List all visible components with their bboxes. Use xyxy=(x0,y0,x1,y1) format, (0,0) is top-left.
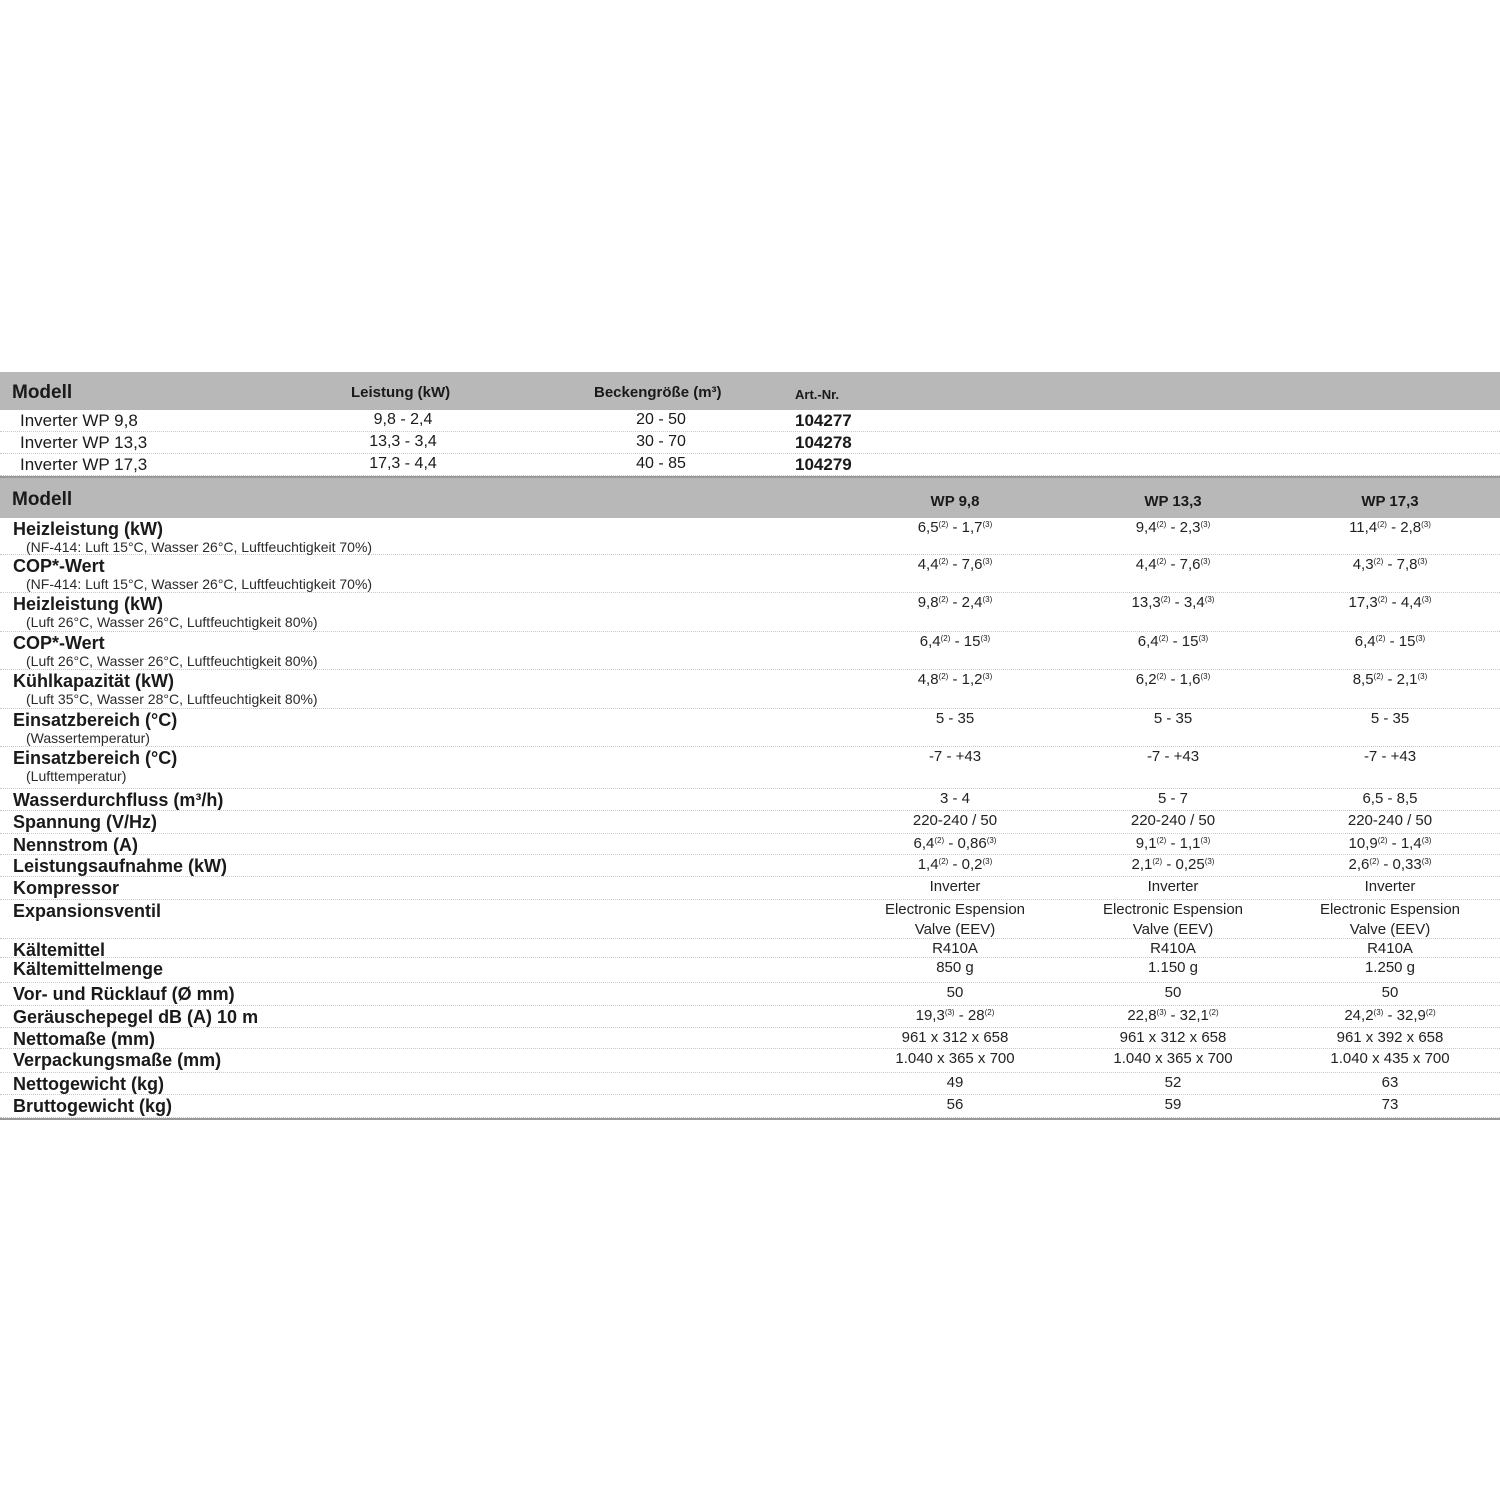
leistung-value: 9,8 - 2,4 xyxy=(373,411,433,428)
models-table xyxy=(0,372,1500,478)
row-title: Nennstrom (A) xyxy=(13,835,138,855)
table-row xyxy=(0,877,1500,900)
row-condition: (NF-414: Luft 15°C, Wasser 26°C, Luftfeuchtigkeit 70%) xyxy=(26,576,373,592)
row-condition: (NF-414: Luft 15°C, Wasser 26°C, Luftfeuchtigkeit 70%) xyxy=(26,539,373,555)
artnr-value: 104279 xyxy=(795,455,852,474)
cell-value: 2,6$^{(2)}$ - 0,33$^{(3)}$ xyxy=(1348,856,1432,873)
cell-value: 6,4$^{(2)}$ - 15$^{(3)}$ xyxy=(919,633,991,650)
specs-table xyxy=(0,478,1500,1120)
divider xyxy=(0,1118,1500,1120)
cell-value: 73 xyxy=(1381,1096,1399,1113)
row-label xyxy=(13,835,138,855)
beckengroesse-value: 40 - 85 xyxy=(636,455,686,472)
table-row xyxy=(0,834,1500,855)
cell-value: 850 g xyxy=(936,959,974,976)
table-row xyxy=(0,747,1500,789)
header-leistung: Leistung (kW) xyxy=(351,384,451,401)
cell-value: R410A xyxy=(932,940,978,957)
cell-value: 59 xyxy=(1164,1096,1182,1113)
table-row xyxy=(0,1095,1500,1118)
row-title: Heizleistung (kW) xyxy=(13,519,164,539)
row-title: Bruttogewicht (kg) xyxy=(13,1096,172,1116)
cell-value: 2,1$^{(2)}$ - 0,25$^{(3)}$ xyxy=(1131,856,1215,873)
row-title: Kältemittelmenge xyxy=(13,959,164,979)
table-row xyxy=(0,939,1500,958)
cell-value: 17,3$^{(2)}$ - 4,4$^{(3)}$ xyxy=(1348,594,1432,611)
row-condition: (Wassertemperatur) xyxy=(26,730,150,746)
cell-value: Inverter xyxy=(1147,878,1199,895)
artnr-value: 104278 xyxy=(795,433,852,452)
artnr-value: 104277 xyxy=(795,411,852,430)
cell-value: 6,4$^{(2)}$ - 0,86$^{(3)}$ xyxy=(913,835,997,852)
leistung-value: 17,3 - 4,4 xyxy=(369,455,437,472)
cell-value: R410A xyxy=(1367,940,1413,957)
leistung-value: 13,3 - 3,4 xyxy=(369,433,437,450)
cell-value: 63 xyxy=(1381,1074,1399,1091)
cell-value: 50 xyxy=(946,984,964,1001)
cell-value: 52 xyxy=(1164,1074,1182,1091)
cell-value: -7 - +43 xyxy=(1146,748,1200,765)
models-table-body xyxy=(0,410,1500,476)
row-label xyxy=(13,790,223,810)
table-row xyxy=(0,1028,1500,1049)
cell-value: Electronic Espension Valve (EEV) xyxy=(884,901,1026,938)
row-title: Kompressor xyxy=(13,878,120,898)
cell-value: 5 - 7 xyxy=(1157,790,1188,807)
cell-value: 961 x 312 x 658 xyxy=(901,1029,1009,1046)
cell-value: 220-240 / 50 xyxy=(1347,812,1433,829)
cell-value: 9,1$^{(2)}$ - 1,1$^{(3)}$ xyxy=(1135,835,1211,852)
table-row xyxy=(0,454,1500,476)
cell-value: 4,3$^{(2)}$ - 7,8$^{(3)}$ xyxy=(1352,556,1428,573)
cell-value: -7 - +43 xyxy=(1363,748,1417,765)
row-title: Einsatzbereich (°C) xyxy=(13,710,178,730)
row-label xyxy=(13,940,105,960)
cell-value: 1.040 x 435 x 700 xyxy=(1330,1050,1450,1067)
row-label xyxy=(13,1096,172,1116)
row-label xyxy=(13,748,177,784)
table-row xyxy=(0,593,1500,632)
row-label xyxy=(13,633,318,669)
cell-value: Inverter xyxy=(1364,878,1416,895)
table-row xyxy=(0,1006,1500,1028)
cell-value: R410A xyxy=(1150,940,1196,957)
row-label xyxy=(13,556,372,592)
cell-value: 8,5$^{(2)}$ - 2,1$^{(3)}$ xyxy=(1352,671,1428,688)
cell-value: 3 - 4 xyxy=(939,790,970,807)
cell-value: 11,4$^{(2)}$ - 2,8$^{(3)}$ xyxy=(1349,519,1431,536)
cell-value: Inverter xyxy=(929,878,981,895)
table-row xyxy=(0,518,1500,555)
models-table-header xyxy=(0,372,1500,410)
row-condition: (Luft 26°C, Wasser 26°C, Luftfeuchtigkeit 80%) xyxy=(26,614,318,630)
row-title: Nettogewicht (kg) xyxy=(13,1074,164,1094)
row-label xyxy=(13,1074,164,1094)
table-row xyxy=(0,789,1500,811)
column-header: WP 13,3 xyxy=(1144,493,1202,510)
cell-value: 24,2$^{(3)}$ - 32,9$^{(2)}$ xyxy=(1344,1007,1436,1024)
table-row xyxy=(0,855,1500,877)
row-title: Vor- und Rücklauf (Ø mm) xyxy=(13,984,235,1004)
header-model: Modell xyxy=(12,382,73,403)
header-beckengroesse: Beckengröße (m³) xyxy=(594,384,722,401)
model-name: Inverter WP 9,8 xyxy=(20,411,138,430)
table-row xyxy=(0,1049,1500,1073)
row-title: Nettomaße (mm) xyxy=(13,1029,156,1049)
cell-value: 1.150 g xyxy=(1147,959,1199,976)
specs-table-header xyxy=(0,478,1500,518)
row-condition: (Luft 35°C, Wasser 28°C, Luftfeuchtigkeit 80%) xyxy=(26,691,318,707)
table-row xyxy=(0,900,1500,939)
cell-value: 220-240 / 50 xyxy=(912,812,998,829)
table-row xyxy=(0,983,1500,1006)
row-label xyxy=(13,1007,258,1027)
row-label xyxy=(13,671,318,707)
cell-value: 56 xyxy=(946,1096,964,1113)
cell-value: 22,8$^{(3)}$ - 32,1$^{(2)}$ xyxy=(1127,1007,1219,1024)
model-name: Inverter WP 17,3 xyxy=(20,455,148,474)
cell-value: 13,3$^{(2)}$ - 3,4$^{(3)}$ xyxy=(1131,594,1215,611)
row-title: Expansionsventil xyxy=(13,901,162,921)
cell-value: 10,9$^{(2)}$ - 1,4$^{(3)}$ xyxy=(1348,835,1432,852)
specs-table-body xyxy=(0,518,1500,1118)
cell-value: 1,4$^{(2)}$ - 0,2$^{(3)}$ xyxy=(917,856,993,873)
table-row xyxy=(0,1073,1500,1095)
row-label xyxy=(13,1050,221,1070)
row-title: Einsatzbereich (°C) xyxy=(13,748,178,768)
row-label xyxy=(13,901,161,921)
model-name: Inverter WP 13,3 xyxy=(20,433,148,452)
cell-value: 6,2$^{(2)}$ - 1,6$^{(3)}$ xyxy=(1135,671,1211,688)
table-row xyxy=(0,958,1500,983)
beckengroesse-value: 30 - 70 xyxy=(636,433,686,450)
row-label xyxy=(13,812,157,832)
cell-value: 1.250 g xyxy=(1364,959,1416,976)
row-title: Geräuschepegel dB (A) 10 m xyxy=(13,1007,259,1027)
row-label xyxy=(13,959,163,979)
row-title: COP*-Wert xyxy=(13,633,105,653)
cell-value: 4,4$^{(2)}$ - 7,6$^{(3)}$ xyxy=(1135,556,1211,573)
cell-value: 50 xyxy=(1381,984,1399,1001)
table-row xyxy=(0,632,1500,670)
cell-value: 6,5$^{(2)}$ - 1,7$^{(3)}$ xyxy=(917,519,993,536)
header-model: Modell xyxy=(12,489,73,510)
cell-value: 4,8$^{(2)}$ - 1,2$^{(3)}$ xyxy=(917,671,993,688)
row-title: COP*-Wert xyxy=(13,556,105,576)
table-row xyxy=(0,811,1500,834)
row-condition: (Luft 26°C, Wasser 26°C, Luftfeuchtigkeit 80%) xyxy=(26,653,318,669)
cell-value: 9,8$^{(2)}$ - 2,4$^{(3)}$ xyxy=(917,594,993,611)
beckengroesse-value: 20 - 50 xyxy=(636,411,686,428)
row-label xyxy=(13,1029,155,1049)
row-condition: (Lufttemperatur) xyxy=(26,768,127,784)
row-label xyxy=(13,594,318,630)
table-row xyxy=(0,670,1500,709)
cell-value: 19,3$^{(3)}$ - 28$^{(2)}$ xyxy=(915,1007,995,1024)
cell-value: 49 xyxy=(946,1074,964,1091)
row-label xyxy=(13,519,372,555)
row-title: Heizleistung (kW) xyxy=(13,594,164,614)
cell-value: -7 - +43 xyxy=(928,748,982,765)
cell-value: 5 - 35 xyxy=(1153,710,1193,727)
cell-value: Electronic Espension Valve (EEV) xyxy=(1102,901,1244,938)
cell-value: 50 xyxy=(1164,984,1182,1001)
row-title: Kühlkapazität (kW) xyxy=(13,671,175,691)
cell-value: 1.040 x 365 x 700 xyxy=(1113,1050,1233,1067)
row-label xyxy=(13,984,235,1004)
table-row xyxy=(0,432,1500,454)
row-label xyxy=(13,856,227,876)
row-label xyxy=(13,710,177,746)
cell-value: 6,4$^{(2)}$ - 15$^{(3)}$ xyxy=(1137,633,1209,650)
cell-value: 9,4$^{(2)}$ - 2,3$^{(3)}$ xyxy=(1135,519,1211,536)
row-title: Verpackungsmaße (mm) xyxy=(13,1050,222,1070)
table-row xyxy=(0,709,1500,747)
cell-value: 6,5 - 8,5 xyxy=(1362,790,1418,807)
row-title: Wasserdurchfluss (m³/h) xyxy=(13,790,224,810)
cell-value: 961 x 312 x 658 xyxy=(1119,1029,1227,1046)
row-title: Kältemittel xyxy=(13,940,106,960)
table-row xyxy=(0,410,1500,432)
cell-value: 961 x 392 x 658 xyxy=(1336,1029,1444,1046)
row-label xyxy=(13,878,119,898)
cell-value: 5 - 35 xyxy=(935,710,975,727)
table-row xyxy=(0,555,1500,593)
row-title: Spannung (V/Hz) xyxy=(13,812,157,832)
cell-value: Electronic Espension Valve (EEV) xyxy=(1319,901,1461,938)
header-artnr: Art.-Nr. xyxy=(795,387,840,402)
row-title: Leistungsaufnahme (kW) xyxy=(13,856,228,876)
cell-value: 6,4$^{(2)}$ - 15$^{(3)}$ xyxy=(1354,633,1426,650)
cell-value: 5 - 35 xyxy=(1370,710,1410,727)
cell-value: 220-240 / 50 xyxy=(1130,812,1216,829)
cell-value: 1.040 x 365 x 700 xyxy=(895,1050,1015,1067)
column-header: WP 9,8 xyxy=(930,493,980,510)
column-header: WP 17,3 xyxy=(1361,493,1419,510)
cell-value: 4,4$^{(2)}$ - 7,6$^{(3)}$ xyxy=(917,556,993,573)
